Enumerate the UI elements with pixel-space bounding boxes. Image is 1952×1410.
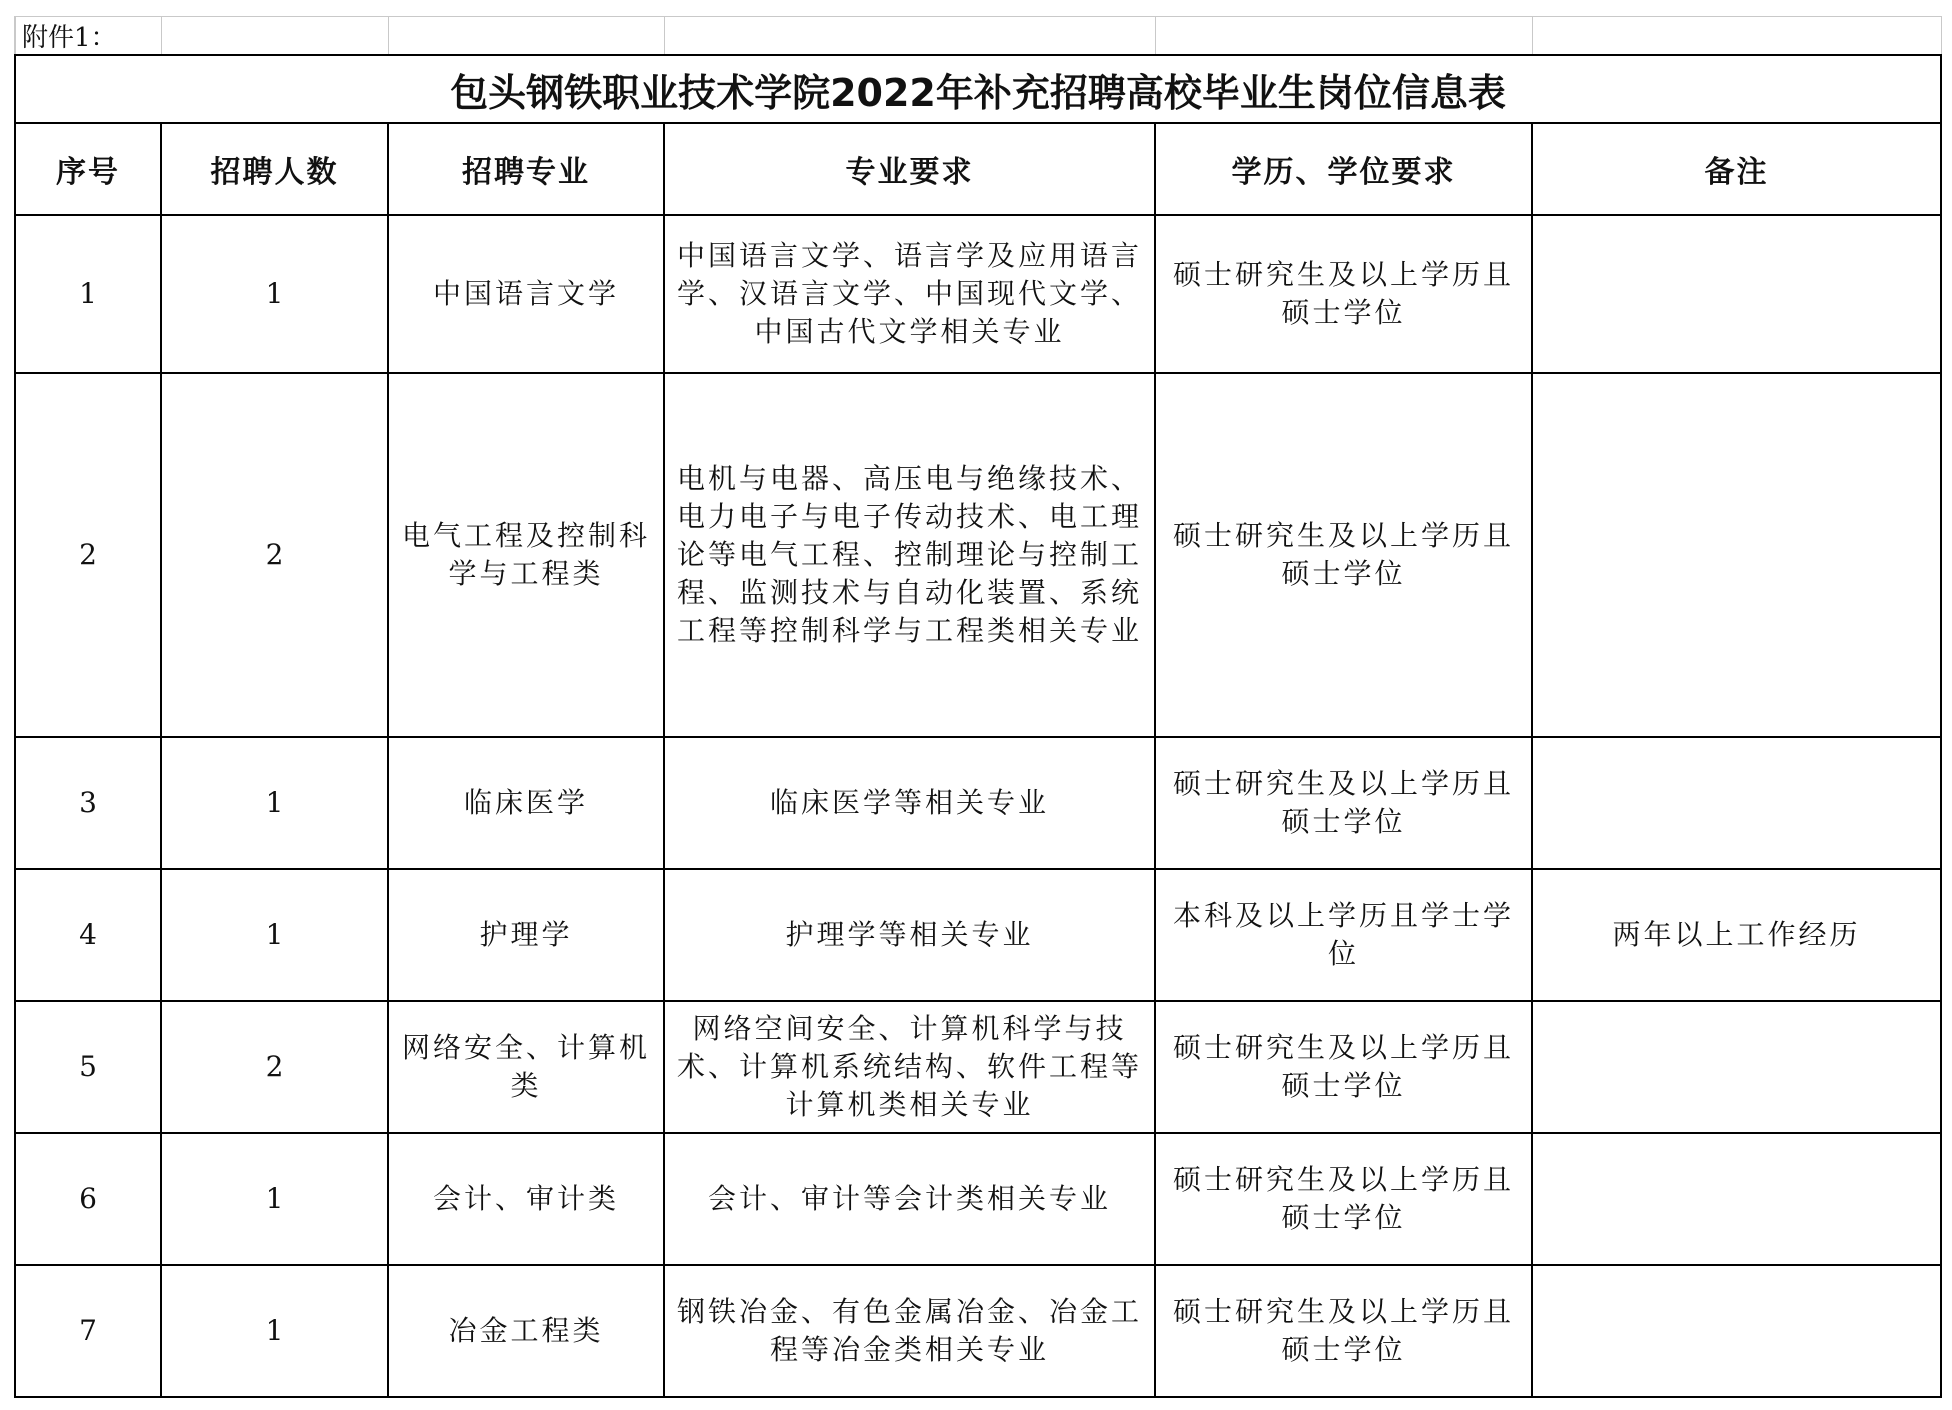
row-degree: 本科及以上学历且学士学位	[1155, 869, 1532, 1001]
row-note	[1532, 1265, 1941, 1397]
table-row	[15, 737, 1941, 869]
header-major: 招聘专业	[388, 123, 664, 215]
table-row	[15, 1265, 1941, 1397]
row-requirement: 护理学等相关专业	[664, 869, 1155, 1001]
row-count: 1	[161, 215, 388, 373]
row-index: 4	[15, 869, 161, 1001]
attachment-row	[15, 17, 1941, 56]
row-note: 两年以上工作经历	[1532, 869, 1941, 1001]
row-count: 1	[161, 1265, 388, 1397]
row-requirement: 中国语言文学、语言学及应用语言学、汉语言文学、中国现代文学、中国古代文学相关专业	[664, 215, 1155, 373]
row-requirement: 临床医学等相关专业	[664, 737, 1155, 869]
row-count: 1	[161, 1133, 388, 1265]
row-degree: 硕士研究生及以上学历且硕士学位	[1155, 215, 1532, 373]
recruitment-table	[14, 16, 1942, 1398]
row-note	[1532, 737, 1941, 869]
header-count: 招聘人数	[161, 123, 388, 215]
row-index: 5	[15, 1001, 161, 1133]
header-index: 序号	[15, 123, 161, 215]
row-degree: 硕士研究生及以上学历且硕士学位	[1155, 1001, 1532, 1133]
empty-cell	[388, 17, 664, 56]
table-row	[15, 1001, 1941, 1133]
row-major: 网络安全、计算机类	[388, 1001, 664, 1133]
row-major: 临床医学	[388, 737, 664, 869]
row-degree: 硕士研究生及以上学历且硕士学位	[1155, 737, 1532, 869]
attachment-label: 附件1：	[15, 17, 161, 56]
table-row	[15, 869, 1941, 1001]
row-note	[1532, 1133, 1941, 1265]
row-major: 护理学	[388, 869, 664, 1001]
empty-cell	[161, 17, 388, 56]
header-row	[15, 123, 1941, 215]
table-row	[15, 215, 1941, 373]
row-degree: 硕士研究生及以上学历且硕士学位	[1155, 1133, 1532, 1265]
row-major: 中国语言文学	[388, 215, 664, 373]
row-index: 7	[15, 1265, 161, 1397]
row-count: 2	[161, 373, 388, 737]
row-note	[1532, 1001, 1941, 1133]
row-index: 2	[15, 373, 161, 737]
row-major: 电气工程及控制科学与工程类	[388, 373, 664, 737]
empty-cell	[664, 17, 1155, 56]
row-count: 1	[161, 869, 388, 1001]
row-degree: 硕士研究生及以上学历且硕士学位	[1155, 373, 1532, 737]
row-note	[1532, 215, 1941, 373]
header-requirement: 专业要求	[664, 123, 1155, 215]
row-index: 6	[15, 1133, 161, 1265]
table-row	[15, 373, 1941, 737]
header-degree: 学历、学位要求	[1155, 123, 1532, 215]
row-major: 冶金工程类	[388, 1265, 664, 1397]
empty-cell	[1532, 17, 1941, 56]
row-requirement: 钢铁冶金、有色金属冶金、冶金工程等冶金类相关专业	[664, 1265, 1155, 1397]
row-count: 1	[161, 737, 388, 869]
row-major: 会计、审计类	[388, 1133, 664, 1265]
row-requirement: 网络空间安全、计算机科学与技术、计算机系统结构、软件工程等计算机类相关专业	[664, 1001, 1155, 1133]
table-row	[15, 1133, 1941, 1265]
title-row	[15, 55, 1941, 123]
header-note: 备注	[1532, 123, 1941, 215]
row-degree: 硕士研究生及以上学历且硕士学位	[1155, 1265, 1532, 1397]
empty-cell	[1155, 17, 1532, 56]
row-note	[1532, 373, 1941, 737]
row-count: 2	[161, 1001, 388, 1133]
row-requirement: 电机与电器、高压电与绝缘技术、电力电子与电子传动技术、电工理论等电气工程、控制理论与控制工程、监测技术与自动化装置、系统工程等控制科学与工程类相关专业	[664, 373, 1155, 737]
row-index: 3	[15, 737, 161, 869]
row-requirement: 会计、审计等会计类相关专业	[664, 1133, 1155, 1265]
row-index: 1	[15, 215, 161, 373]
table-title: 包头钢铁职业技术学院2022年补充招聘高校毕业生岗位信息表	[15, 55, 1941, 123]
